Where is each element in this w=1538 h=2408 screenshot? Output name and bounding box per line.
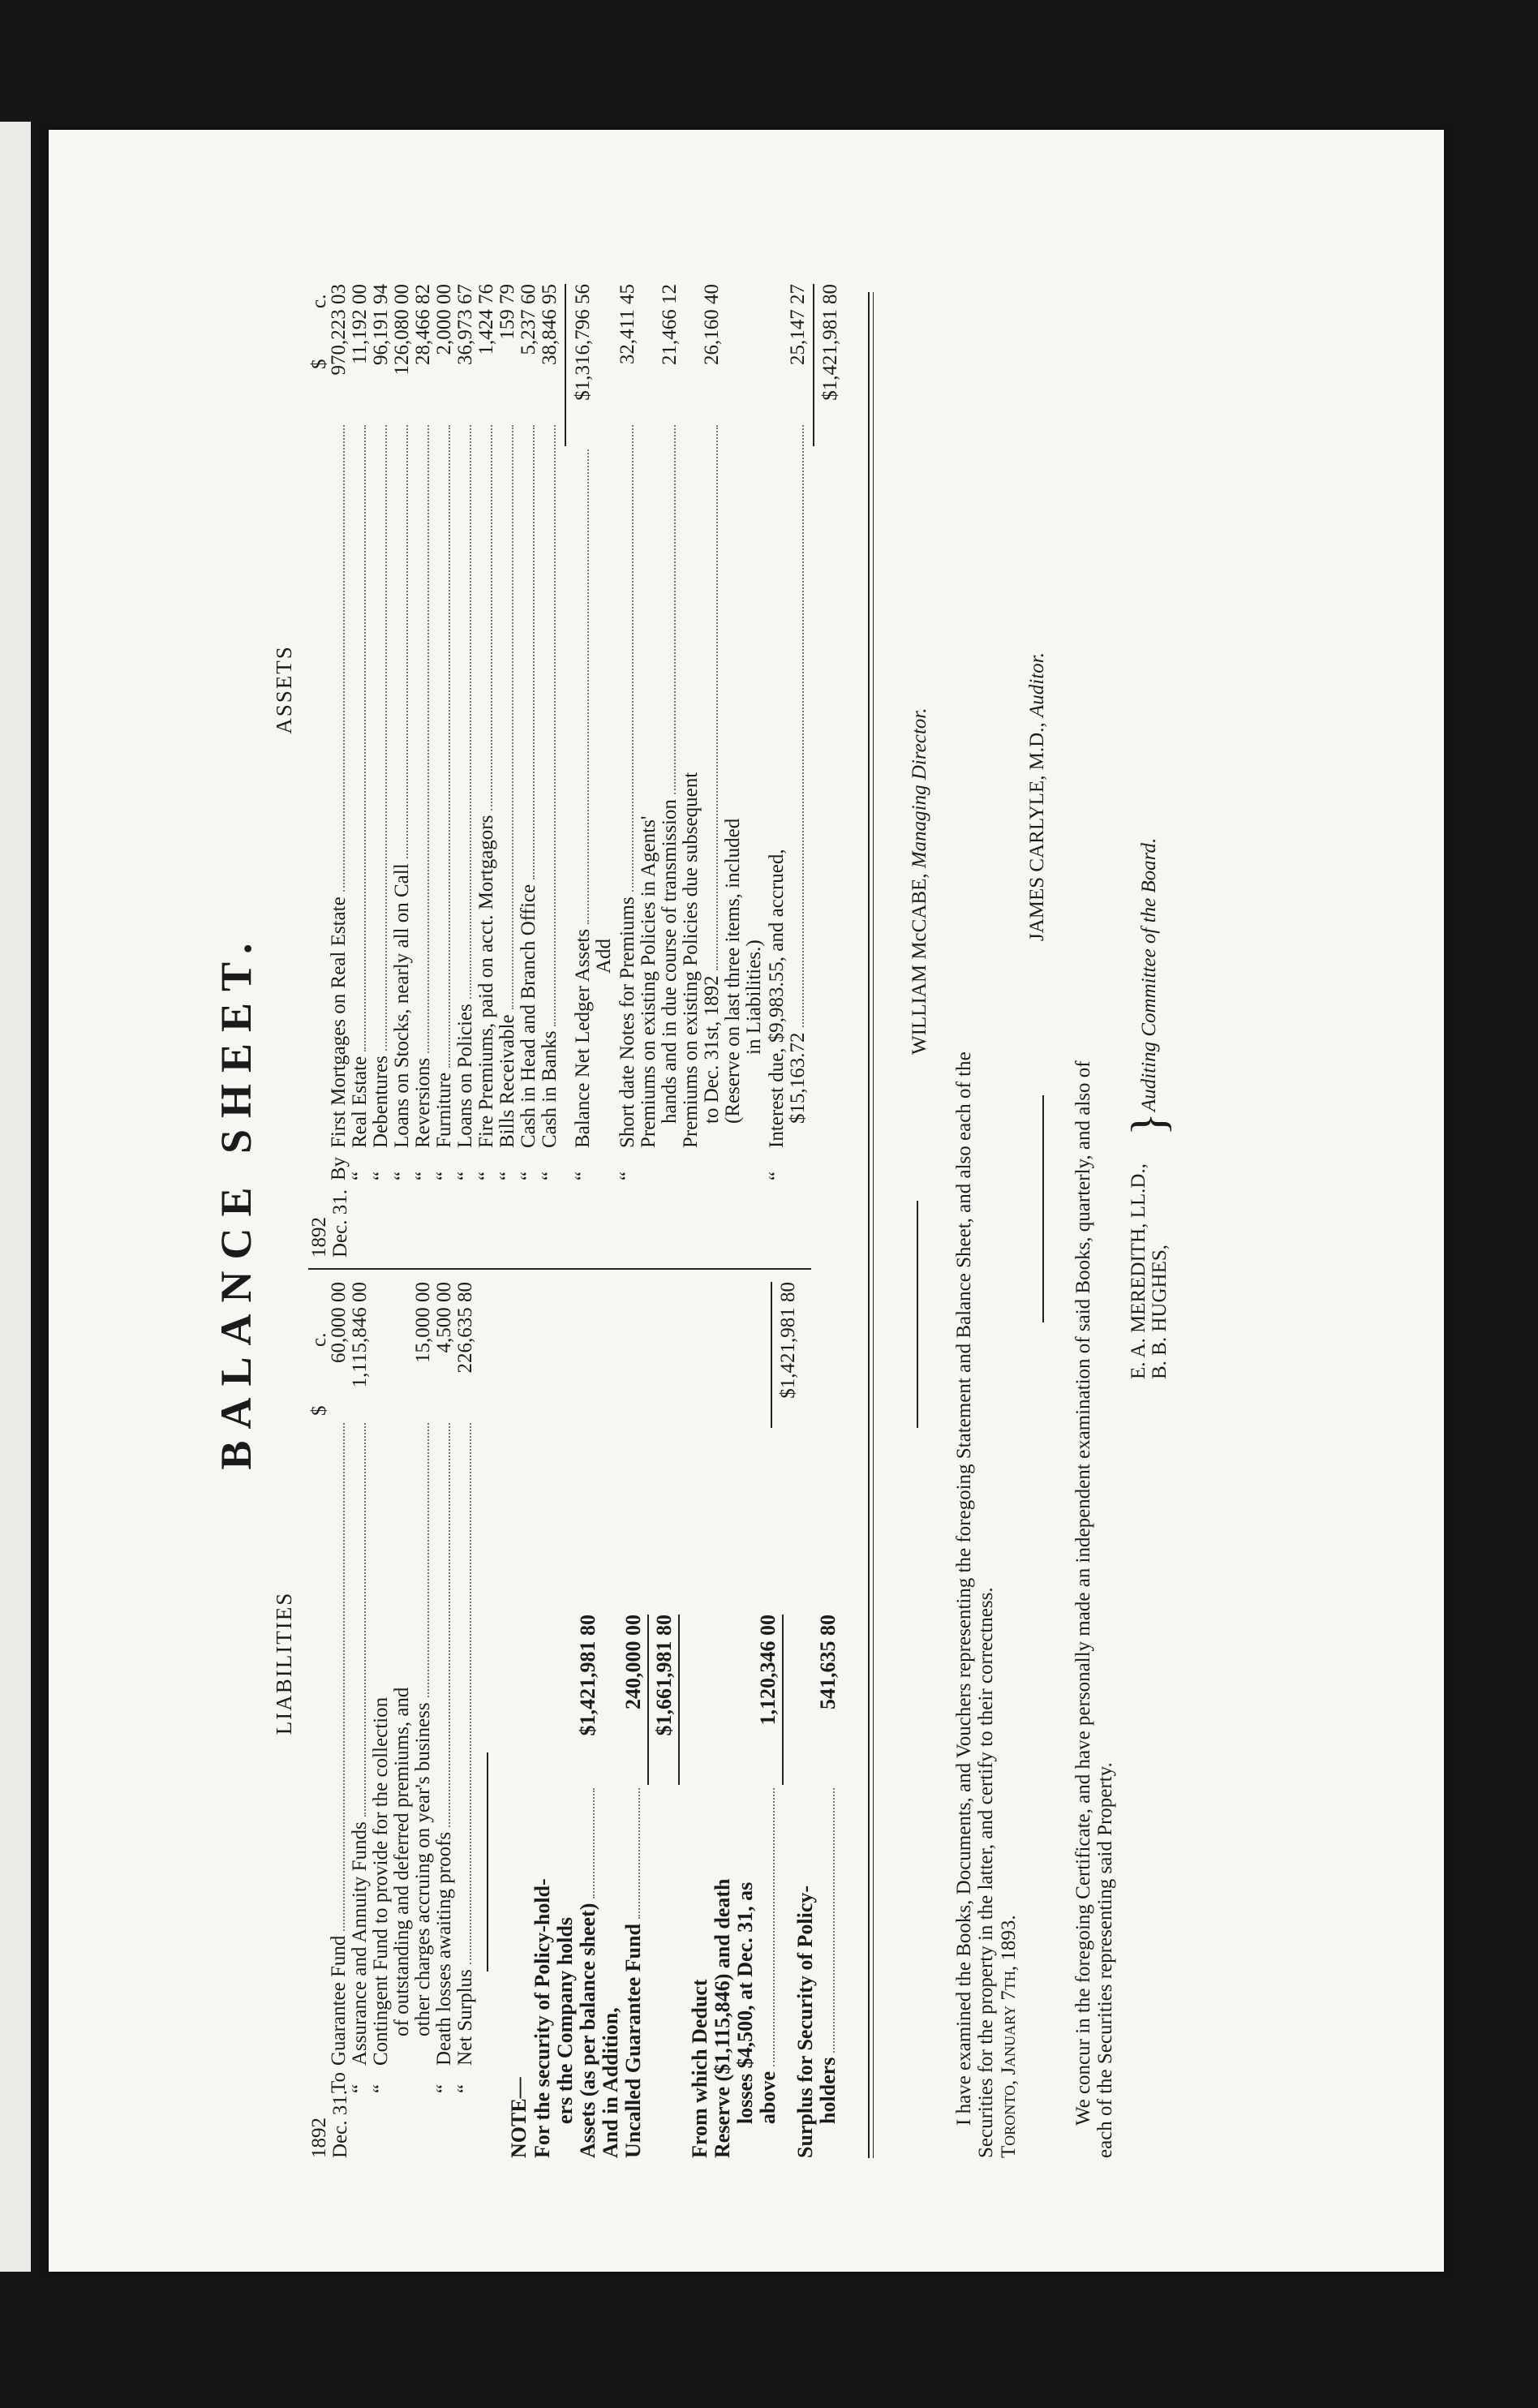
row-label: Loans on Policies [454,1004,476,1148]
assets-dollar-header: $ [308,359,330,369]
leader-dots [385,425,387,1051]
asset-row [435,284,456,1258]
row-label: First Mortgages on Real Estate [328,897,350,1148]
row-amount: 38,846 95 [539,284,561,365]
note-deduct-row [756,1615,780,2124]
row-prefix: “ [391,1171,413,1180]
row-prefix: “ [454,1171,476,1180]
note-and-label: And in Addition, [599,2007,622,2158]
assets-total-rule [813,284,814,446]
note-line1: For the security of Policy-hold- [531,1878,554,2158]
row-amount: 15,000 00 [412,1282,434,1363]
table-bottom-rule-2 [873,292,874,2158]
auditor-signature [1026,652,1049,941]
assets-heading: ASSETS [272,645,296,734]
note-deduct-label: above [756,2071,780,2124]
asset-row [519,284,540,1258]
table-bottom-rule [868,292,870,2158]
premiums-due-row [701,284,724,1124]
row-amount: 226,635 80 [454,1282,476,1374]
note-uncalled-label: Uncalled Guarantee Fund [621,1924,645,2158]
note-sum-rule-2 [678,1615,680,1785]
row-prefix: “ [370,2083,392,2093]
liabilities-total-rule [771,1282,772,1428]
row-prefix: To [328,2071,350,2093]
row-prefix: “ [433,2083,455,2093]
row-label: Guarantee Fund [328,1935,350,2066]
liability-row [393,1282,414,2158]
premiums-due-line4: in Liabilities.) [743,940,765,1055]
row-amount: 28,466 82 [412,284,434,365]
row-amount: 5,237 60 [518,284,539,355]
short-rule [487,1752,488,1972]
leader-dots [512,425,513,1009]
row-label: Cash in Head and Branch Office [518,884,539,1148]
premiums-due-label: to Dec. 31st, 1892 [701,975,723,1124]
asset-row [540,284,561,1258]
row-amount: 96,191 94 [370,284,392,365]
liability-row [456,1282,477,2158]
assets-cents-header: c. [308,294,330,308]
note-surplus-amount: 541,635 80 [816,1615,840,1709]
row-label: Assurance and Annuity Funds [349,1821,371,2066]
row-label: Bills Receivable [496,1014,518,1148]
note-surplus-1: Surplus for Security of Policy- [793,1885,817,2158]
row-prefix: By [328,1156,350,1180]
note-sum-rule [647,1615,649,1785]
row-label: Reversions [412,1057,434,1148]
short-notes-amount: 32,411 45 [616,284,638,365]
leader-dots [554,425,556,1026]
asset-row [414,284,435,1258]
leader-dots [533,425,535,879]
row-label: of outstanding and deferred premiums, and [391,1687,413,2036]
leader-dots [427,425,429,1053]
net-ledger-row: “ Balance Net Ledger Assets $1,316,796 56 [572,284,594,1180]
premiums-agents-label: hands and in due course of transmission [659,799,681,1124]
auditor-date: Toronto, January 7th, 1893. [998,1915,1020,2158]
leader-dots [833,1788,835,2053]
asset-row [498,284,519,1258]
add-label: Add [593,938,615,974]
rotated-balance-sheet [49,130,1444,2272]
row-label: Contingent Fund to provide for the collection [370,1696,392,2066]
row-amount: 2,000 00 [433,284,455,355]
liabilities-heading: LIABILITIES [272,1591,296,1735]
note-surplus-row [816,1615,840,2124]
liability-row [372,1282,393,2158]
leader-dots [449,425,450,1068]
note-deduct-amount: 1,120,346 00 [756,1615,780,1726]
row-prefix: “ [475,1171,497,1180]
liability-row [435,1282,456,2158]
committee-member2: B. B. HUGHES, [1149,1245,1171,1379]
liability-row [350,1282,372,2158]
leader-dots [674,425,676,794]
note-surplus-label: holders [816,2057,840,2124]
interest-label: $15,163.72 [787,1032,809,1124]
note-assets-row [576,1615,600,2158]
page-title: BALANCE SHEET. [212,931,260,1470]
row-label: Death losses awaiting proofs [433,1831,455,2066]
committee-member1: E. A. MEREDITH, LL.D., [1128,1163,1149,1379]
liabilities-year: 1892 [308,2118,330,2158]
row-amount: 159 79 [496,284,518,340]
leader-dots [470,1423,471,1964]
asset-row [350,284,372,1258]
row-prefix: “ [454,2083,476,2093]
note-uncalled-amount: 240,000 00 [621,1615,645,1709]
director-signature [909,708,931,1056]
note-heading: NOTE— [507,2077,531,2158]
row-amount: 4,500 00 [433,1282,455,1353]
assets-subtotal-rule [565,284,566,446]
leader-dots [632,425,634,892]
leader-dots [587,449,589,924]
premiums-due-line3: (Reserve on last three items, included [722,818,744,1124]
premiums-due-amount: 26,160 40 [701,284,723,365]
leader-dots [364,425,366,1051]
asset-row [477,284,498,1258]
short-notes-row: “ Short date Notes for Premiums 32,411 45 [616,284,638,1180]
row-label: Cash in Banks [539,1030,561,1148]
signature-rule-2 [1042,1095,1044,1322]
assets-total: $1,421,981 80 [819,284,841,401]
leader-dots [427,1423,429,1697]
row-prefix: “ [518,1171,539,1180]
row-label: Net Surplus [454,1969,476,2066]
row-prefix: “ [412,1171,434,1180]
committee-role [1138,838,1161,1112]
leader-dots [491,425,492,811]
premiums-agents-row [659,284,681,1124]
net-ledger-amount: $1,316,796 56 [572,284,594,401]
director-name: WILLIAM McCABE, [909,873,930,1055]
row-prefix: “ [539,1171,561,1180]
interest-line1: Interest due, $9,983.55, and accrued, [766,849,788,1148]
interest-row [787,284,810,1124]
brace-icon: } [1122,1112,1175,1136]
row-amount: 1,424 76 [475,284,497,355]
note-deduct-1: From which Deduct [688,1979,711,2158]
liabilities-cents-header: c. [308,1332,330,1347]
signature-rule [917,1201,918,1428]
premiums-agents-line1: Premiums on existing Policies in Agents' [638,815,659,1148]
auditor-role: Auditor. [1026,652,1048,717]
row-prefix: “ [349,2083,371,2093]
leader-dots [364,1423,366,1817]
asset-row [329,284,350,1258]
leader-dots [470,425,471,999]
asset-row [456,284,477,1258]
leader-dots [802,425,804,1028]
row-label: Fire Premiums, paid on acct. Mortgagors [475,815,497,1148]
committee-role-text: Auditing Committee of the Board. [1138,837,1160,1112]
note-assets-amount: $1,421,981 80 [576,1615,599,1736]
row-amount: 126,080 00 [391,284,413,376]
note-assets-label: Assets (as per balance sheet) [576,1903,599,2158]
assets-date: Dec. 31. [329,1189,351,1258]
row-prefix: “ [433,1171,455,1180]
committee-line2: each of the Securities representing said Property. [1094,1762,1116,2158]
director-role: Managing Director. [909,707,930,869]
interest-amount: 25,147 27 [787,284,809,365]
row-label: Furniture [433,1072,455,1148]
leader-dots [716,425,718,970]
premiums-due-line1: Premiums on existing Policies due subsequent [680,772,702,1148]
leader-dots [638,1788,640,1919]
row-amount: 1,115,846 00 [349,1282,371,1388]
row-label: Debentures [370,1056,392,1148]
net-ledger-label: Balance Net Ledger Assets [572,928,594,1148]
row-prefix: “ [496,1171,518,1180]
document-page [49,130,1444,2272]
liability-row [414,1282,435,2158]
short-notes-label: Short date Notes for Premiums [616,897,638,1148]
leader-dots [449,1423,450,1827]
note-deduct-3: losses $4,500, at Dec. 31, as [733,1881,757,2124]
asset-row [393,284,414,1258]
row-prefix: “ [370,1171,392,1180]
auditor-name: JAMES CARLYLE, M.D., [1026,722,1048,941]
liabilities-date: Dec. 31. [329,2090,351,2158]
assets-rows [329,284,561,1258]
asset-row [372,284,393,1258]
row-label: Loans on Stocks, nearly all on Call [391,863,413,1148]
leader-dots [593,1788,595,1898]
row-label: Real Estate [349,1056,371,1148]
auditor-line1: I have examined the Books, Documents, and Vouchers representing the foregoing Statement and Balance Sheet, and also each of the [953,1051,975,2126]
note-deduct-rule [782,1615,784,1785]
premiums-agents-amount: 21,466 12 [659,284,681,365]
leader-dots [406,425,408,858]
leader-dots [773,1788,775,2066]
row-amount: 36,973 67 [454,284,476,365]
committee-line1: We concur in the foregoing Certificate, and have personally made an independent examination of said Books, quarterly, and also of [1072,1060,1094,2126]
note-line2: ers the Company holds [553,1917,577,2124]
note-uncalled-row [621,1615,646,2158]
liability-row [329,1282,350,2158]
interest-ditto: “ [766,1171,788,1180]
row-amount: 11,192 00 [349,284,371,365]
row-amount: 970,223 03 [328,284,350,376]
note-deduct-2: Reserve ($1,115,846) and death [711,1878,734,2158]
liabilities-rows [329,1282,477,2158]
row-amount: 60,000 00 [328,1282,350,1363]
column-divider [308,1268,811,1270]
row-label: other charges accruing on year's business [412,1702,434,2036]
leader-dots [343,425,345,892]
liabilities-total: $1,421,981 80 [777,1282,799,1399]
note-sum-amount: $1,661,981 80 [652,1615,676,1736]
auditor-line2: Securities for the property in the latter, and certify to their correctness. [975,1587,997,2158]
left-page-edge [0,122,31,2272]
leader-dots [343,1423,345,1931]
liabilities-dollar-header: $ [308,1405,330,1416]
assets-year: 1892 [308,1217,330,1258]
row-prefix: “ [349,1171,371,1180]
